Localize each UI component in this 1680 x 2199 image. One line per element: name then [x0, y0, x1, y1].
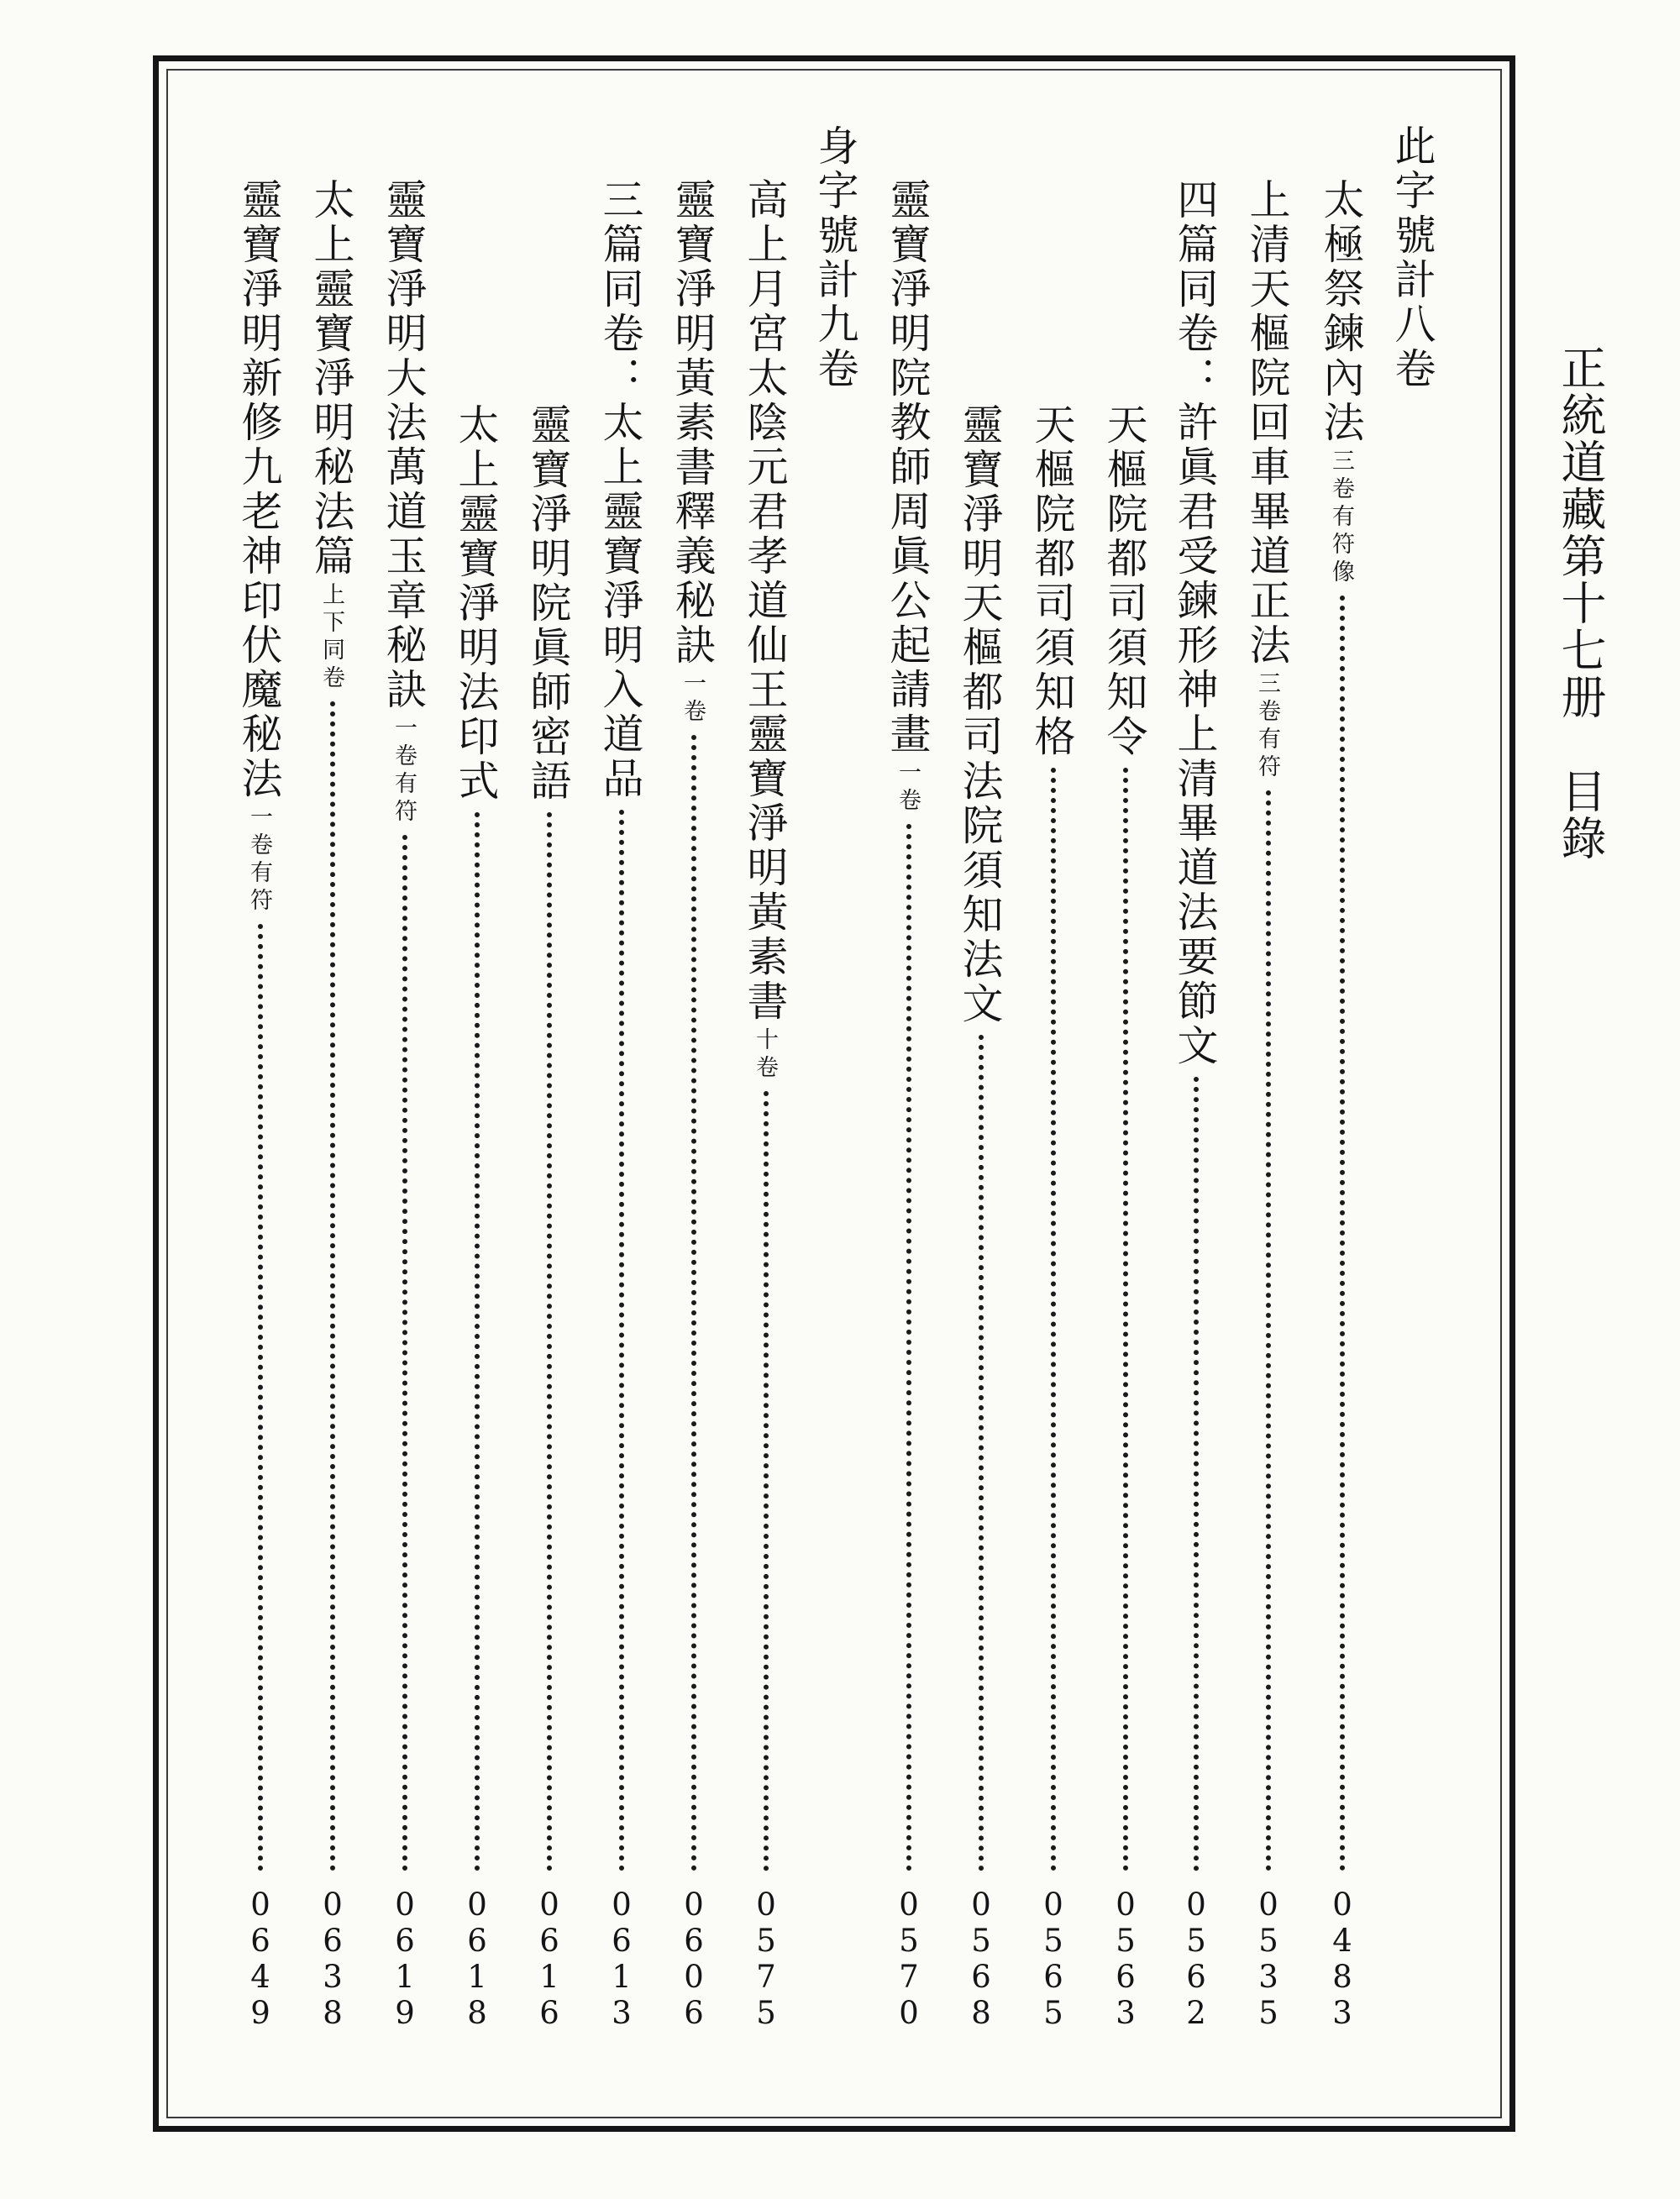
entry-title-text: 身字號計九卷 [811, 124, 859, 391]
toc-entry-title [1243, 178, 1291, 782]
entry-note: 上下同卷 [318, 582, 344, 693]
toc-group-heading [811, 124, 859, 391]
entry-note: 一卷有符 [246, 805, 272, 916]
dot-leader [1194, 1077, 1199, 1871]
page-number: 0 5 7 0 [899, 1887, 919, 2031]
page-number: 0 6 1 8 [467, 1887, 487, 2031]
entry-note: 三卷有符 [1254, 671, 1280, 782]
entry-title-text: 上清天樞院回車畢道正法 [1243, 178, 1291, 668]
dot-leader [979, 1035, 984, 1871]
entry-title-text: 靈寶淨明大法萬道玉章秘訣 [380, 178, 428, 712]
dot-leader [475, 812, 480, 1871]
entry-title-text: 四篇同卷：許眞君受鍊形神上清畢道法要節文 [1171, 178, 1219, 1068]
page-number: 0 5 3 5 [1258, 1887, 1278, 2031]
page-number: 0 5 6 5 [1043, 1887, 1063, 2031]
entry-note: 十卷 [752, 1027, 778, 1083]
entry-title-text: 靈寶淨明新修九老神印伏魔秘法 [235, 178, 283, 801]
entry-title-text: 靈寶淨明黃素書釋義秘訣 [669, 178, 717, 668]
entry-note: 一卷 [680, 671, 706, 727]
entry-note: 一卷 [895, 760, 921, 816]
toc-entry-title [1317, 178, 1365, 587]
dot-leader [402, 835, 407, 1871]
dot-leader [619, 810, 624, 1871]
dot-leader [691, 735, 696, 1871]
page-number: 0 6 1 9 [395, 1887, 415, 2031]
page-number: 0 6 0 6 [684, 1887, 704, 2031]
entry-title-text: 太極祭鍊內法 [1317, 178, 1365, 445]
entry-title-text: 靈寶淨明院眞師密語 [524, 403, 572, 804]
toc-entry-title [1171, 178, 1219, 1068]
volume-title: 正統道藏第十七册 [1554, 344, 1607, 721]
toc-group-heading [1389, 124, 1436, 391]
toc-entry-title [884, 178, 932, 816]
entry-title-text: 天樞院都司須知格 [1028, 403, 1076, 759]
entry-note: 一卷有符 [391, 716, 417, 827]
page-number: 0 6 1 6 [539, 1887, 559, 2031]
entry-title-text: 靈寶淨明院教師周眞公起請畫 [884, 178, 932, 757]
dot-leader [258, 924, 263, 1871]
dot-leader [330, 701, 335, 1871]
page-number: 0 5 6 3 [1116, 1887, 1136, 2031]
dot-leader [906, 824, 911, 1871]
dot-leader [547, 812, 552, 1871]
toc-entry-title [1028, 403, 1076, 759]
page-number: 0 4 8 3 [1332, 1887, 1352, 2031]
entry-title-text: 靈寶淨明天樞都司法院須知法文 [956, 403, 1004, 1026]
toc-entry-title [956, 403, 1004, 1026]
entry-title-text: 此字號計八卷 [1389, 124, 1436, 391]
page-number: 0 6 3 8 [323, 1887, 343, 2031]
dot-leader [764, 1091, 769, 1871]
entry-title-text: 天樞院都司須知令 [1100, 403, 1148, 759]
running-header [1537, 344, 1607, 865]
entry-title-text: 太上靈寶淨明秘法篇 [307, 178, 355, 579]
dot-leader [1051, 768, 1056, 1871]
toc-entry-title [524, 403, 572, 804]
page-number: 0 6 4 9 [250, 1887, 270, 2031]
dot-leader [1123, 768, 1128, 1871]
page-number: 0 5 6 8 [971, 1887, 991, 2031]
page-number: 0 6 1 3 [612, 1887, 632, 2031]
toc-entry-title [1100, 403, 1148, 759]
page-number: 0 5 7 5 [756, 1887, 776, 2031]
page-number: 0 5 6 2 [1186, 1887, 1206, 2031]
dot-leader [1340, 596, 1345, 1871]
toc-entry-title [380, 178, 428, 827]
toc-entry-title [596, 178, 644, 801]
dot-leader [1266, 790, 1271, 1871]
toc-entry-title [235, 178, 283, 916]
entry-title-text: 太上靈寶淨明法印式 [452, 403, 500, 804]
toc-entry-title [452, 403, 500, 804]
toc-entry-title [307, 178, 355, 693]
entry-title-text: 三篇同卷：太上靈寶淨明入道品 [596, 178, 644, 801]
section-title: 目錄 [1554, 768, 1607, 862]
entry-note: 三卷有符像 [1328, 449, 1354, 587]
entry-title-text: 高上月宮太陰元君孝道仙王靈寶淨明黃素書 [741, 178, 789, 1024]
toc-entry-title [741, 178, 789, 1083]
toc-entry-title [669, 178, 717, 727]
